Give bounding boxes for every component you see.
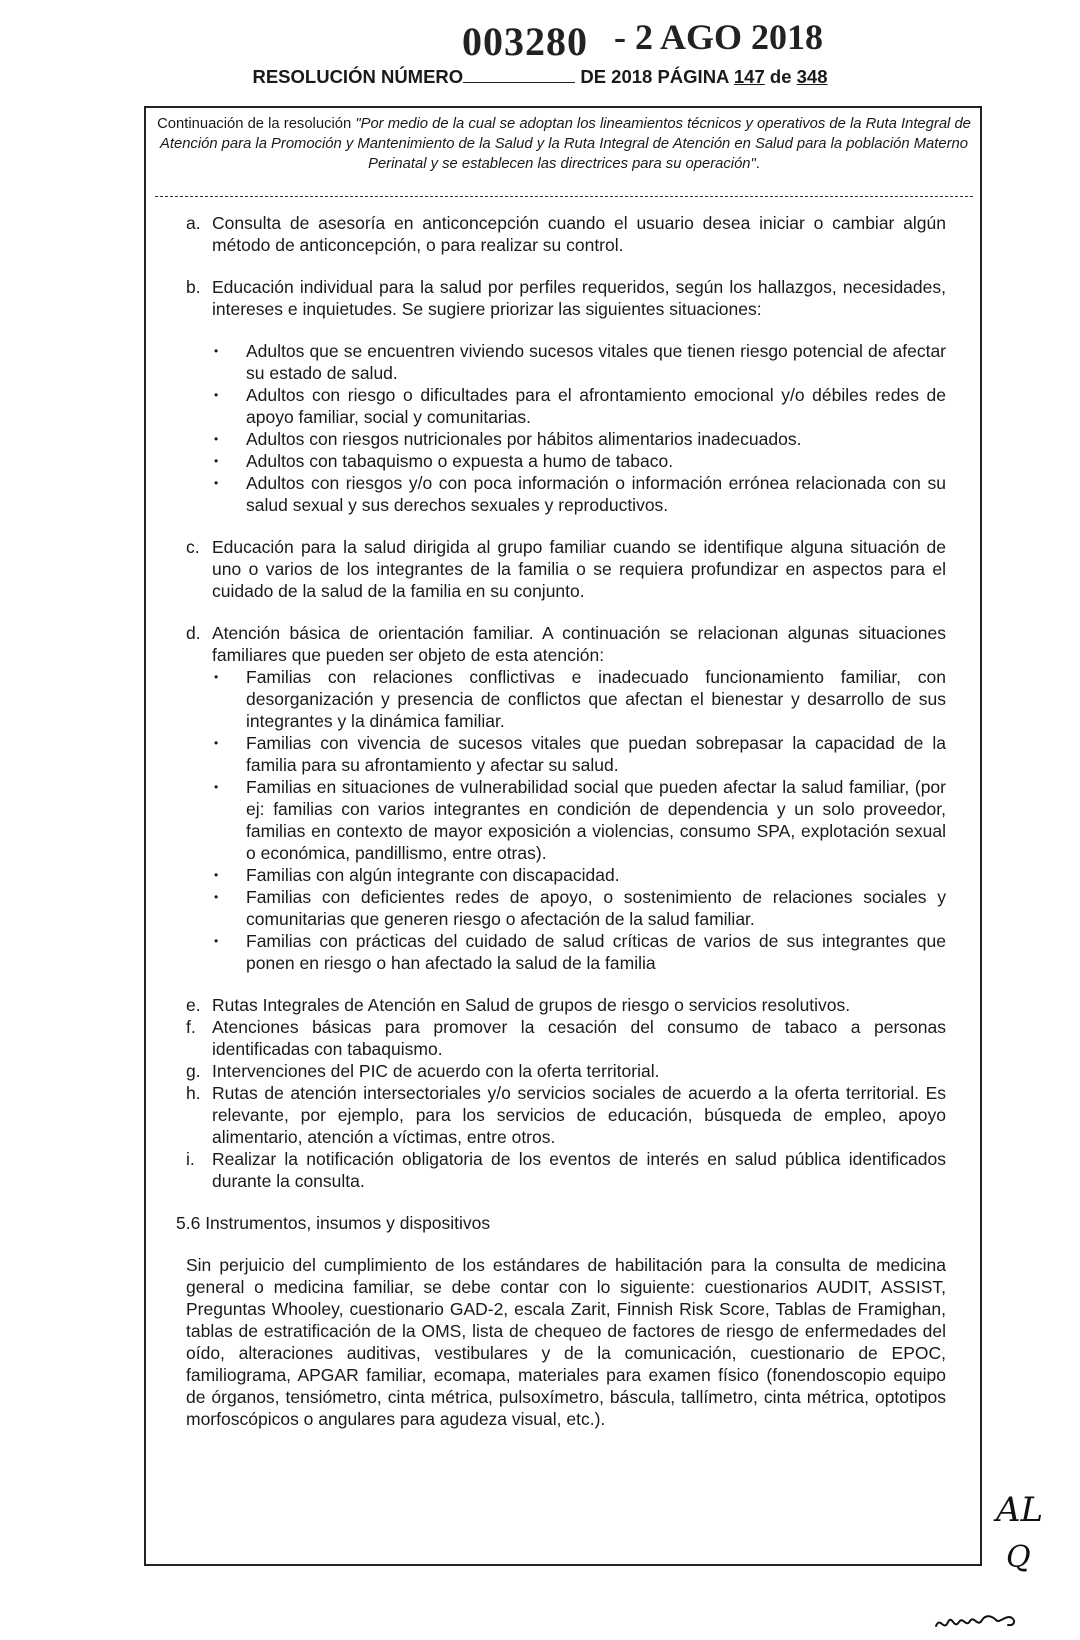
document-body — [176, 212, 946, 1430]
list-item: • Adultos con tabaquismo o expuesta a humo de tabaco. — [214, 451, 674, 471]
item-text: Atenciones básicas para promover la cesación del consumo de tabaco a personas identificadas con tabaquismo. — [212, 1017, 946, 1059]
list-item: • Familias con prácticas del cuidado de salud críticas de varios de sus integrantes que ponen en riesgo o han afectado la salud de la familia — [214, 931, 946, 973]
item-text: Consulta de asesoría en anticoncepción cuando el usuario desea iniciar o cambiar algún método de anticoncepción, o para realizar su control. — [212, 213, 946, 255]
list-item: • Familias con deficientes redes de apoyo, o sostenimiento de relaciones sociales y comunitarias que generen riesgo o afectación de la salud familiar. — [214, 887, 946, 929]
signature-scribble-icon — [932, 1606, 1022, 1636]
item-text: Atención básica de orientación familiar. A continuación se relacionan algunas situaciones familiares que pueden ser objeto de esta atención: — [212, 623, 946, 665]
list-item: • Familias con relaciones conflictivas e inadecuado funcionamiento familiar, con desorganización y presencia de conflictos que afectan el bienestar y desarrollo de sus integrantes y la dinámica familiar. — [214, 667, 946, 731]
continuation-prefix: Continuación de la resolución — [157, 116, 356, 132]
handwritten-initials-2: Q — [1006, 1540, 1031, 1575]
page-of-label: de — [769, 66, 792, 87]
item-letter: h. — [186, 1083, 201, 1103]
item-c — [186, 536, 946, 602]
resolution-label: RESOLUCIÓN NÚMERO — [252, 66, 464, 87]
item-text: Rutas de atención intersectoriales y/o servicios sociales de acuerdo a la oferta territorial. Es relevante, por ejemplo, para los servicios de educación, búsqueda de empleo, apoyo alimentario, atención a víctimas, entre otros. — [212, 1083, 946, 1147]
item-letter: c. — [186, 537, 200, 557]
bullet-icon: • — [214, 868, 219, 882]
bullet-icon: • — [214, 476, 219, 490]
item-d — [186, 622, 946, 666]
item-text: Realizar la notificación obligatoria de los eventos de interés en salud pública identificados durante la consulta. — [212, 1149, 946, 1191]
date-stamp: - 2 AGO 2018 — [614, 17, 824, 57]
resolution-number-stamp: 003280 — [462, 19, 588, 64]
item-text: Educación para la salud dirigida al grupo familiar cuando se identifique alguna situación de uno o varios de los integrantes de la familia o se requiera profundizar en aspectos para el cuidado de la salud de la familia en su conjunto. — [212, 537, 946, 601]
item-b — [186, 276, 946, 320]
page-total: 348 — [796, 66, 828, 87]
list-item: • Familias con algún integrante con discapacidad. — [214, 865, 620, 885]
item-e — [186, 994, 946, 1016]
item-letter: f. — [186, 1017, 196, 1037]
bullet-icon: • — [214, 388, 219, 402]
item-letter: e. — [186, 995, 201, 1015]
item-letter: b. — [186, 277, 201, 297]
list-item: • Familias en situaciones de vulnerabilidad social que pueden afectar la salud familiar, (por ej: familias con varios integrantes en condición de dependencia y un solo proveedor, familias en contexto de mayor exposición a violencias, consumo SPA, explotación sexual o económica, pandillismo, entre otras). — [214, 777, 946, 863]
item-f — [186, 1016, 946, 1060]
bullet-icon: • — [214, 736, 219, 750]
list-item: • Adultos que se encuentren viviendo sucesos vitales que tienen riesgo potencial de afectar su estado de salud. — [214, 341, 946, 383]
item-a — [186, 212, 946, 256]
continuation-suffix: . — [755, 156, 760, 172]
bullet-icon: • — [214, 454, 219, 468]
continuation-title: "Por medio de la cual se adoptan los lineamientos técnicos y operativos de la Ruta Integral de Atención para la Promoción y Mantenimiento de la Salud y la Ruta Integral de Atención en Salud para la población Materno Perinatal y se establecen las directrices para su operación" — [159, 116, 971, 172]
continuation-note — [155, 114, 973, 174]
section-5-6 — [176, 1212, 946, 1430]
page-number: 147 — [733, 66, 765, 87]
resolution-header — [0, 66, 1080, 88]
section-heading: 5.6 Instrumentos, insumos y dispositivos — [176, 1213, 491, 1233]
item-letter: a. — [186, 213, 201, 233]
year-label: DE 2018 PÁGINA — [580, 66, 729, 87]
resolution-number-blank — [463, 68, 575, 83]
item-letter: i. — [186, 1149, 195, 1169]
bullet-icon: • — [214, 344, 219, 358]
section-paragraph: Sin perjuicio del cumplimiento de los estándares de habilitación para la consulta de medicina general o medicina familiar, se debe contar con lo siguiente: cuestionarios AUDIT, ASSIST, Preguntas Whooley, cuestionario GAD-2, escala Zarit, Finnish Risk Score, Tablas de Framighan, tablas de estratificación de la OMS, lista de chequeo de factores de riesgo de enfermedades del oído, alteraciones auditivas, vestibulares y de la comunicación, cuestionario de EPOC, familiograma, APGAR familiar, ecomapa, materiales para examen físico (fonendoscopio equipo de órganos, tensiómetro, cinta métrica, pulsoxímetro, báscula, tallímetro, cinta métrica, optotipos morfoscópicos o angulares para agudeza visual, etc.). — [186, 1255, 946, 1429]
bullet-icon: • — [214, 934, 219, 948]
bullet-icon: • — [214, 890, 219, 904]
item-letter: d. — [186, 623, 201, 643]
item-i — [186, 1148, 946, 1192]
list-item: • Adultos con riesgo o dificultades para el afrontamiento emocional y/o débiles redes de apoyo familiar, social y comunitarias. — [214, 385, 946, 427]
bullet-icon: • — [214, 670, 219, 684]
list-item: • Familias con vivencia de sucesos vitales que puedan sobrepasar la capacidad de la familia para su afrontamiento y afectar su salud. — [214, 733, 946, 775]
item-h — [186, 1082, 946, 1148]
item-text: Intervenciones del PIC de acuerdo con la oferta territorial. — [212, 1061, 660, 1081]
item-b-bullet-list — [186, 340, 946, 516]
item-text: Rutas Integrales de Atención en Salud de grupos de riesgo o servicios resolutivos. — [212, 995, 851, 1015]
handwritten-initials: AL — [996, 1490, 1044, 1530]
item-text: Educación individual para la salud por perfiles requeridos, según los hallazgos, necesidades, intereses e inquietudes. Se sugiere priorizar las siguientes situaciones: — [212, 277, 946, 319]
list-item: • Adultos con riesgos nutricionales por hábitos alimentarios inadecuados. — [214, 429, 802, 449]
bullet-icon: • — [214, 432, 219, 446]
dashed-divider — [155, 196, 973, 197]
item-letter: g. — [186, 1061, 201, 1081]
list-item: • Adultos con riesgos y/o con poca información o información errónea relacionada con su salud sexual y sus derechos sexuales y reproductivos. — [214, 473, 946, 515]
item-g — [186, 1060, 946, 1082]
item-d-bullet-list — [186, 666, 946, 974]
bullet-icon: • — [214, 780, 219, 794]
